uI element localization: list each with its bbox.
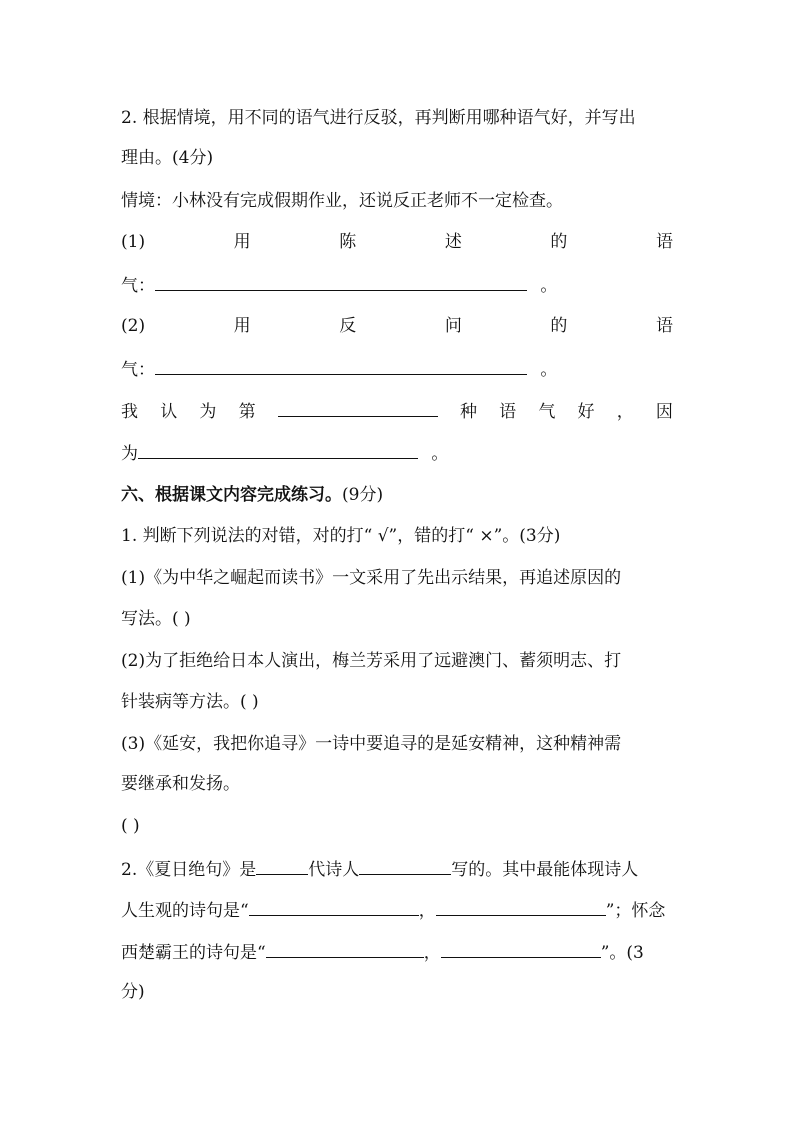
verse4-blank[interactable]: [441, 939, 601, 958]
token: 因: [655, 402, 673, 422]
s6-q2-line4: 分): [121, 982, 145, 1002]
token: (2): [121, 316, 146, 336]
poet-blank[interactable]: [359, 856, 451, 875]
section6-title: 六、根据课文内容完成练习。: [121, 485, 342, 505]
q2-judge-row: [121, 398, 673, 424]
q2-text-b: 代诗人: [308, 860, 360, 880]
token: 的: [550, 316, 568, 336]
q2-item1-row: [121, 230, 673, 254]
s6-statement3-answer[interactable]: ( ): [121, 816, 140, 836]
token: 语: [499, 402, 517, 422]
s6-statement3-line1: (3)《延安，我把你追寻》一诗中要追寻的是延安精神，这种精神需: [121, 734, 622, 754]
reason-blank[interactable]: [138, 440, 418, 459]
token: 问: [444, 316, 462, 336]
token: 用: [233, 316, 251, 336]
token: 的: [550, 232, 568, 252]
s6-statement1-line1: (1)《为中华之崛起而读书》一文采用了先出示结果，再追述原因的: [121, 568, 622, 588]
q2-situation: 情境：小林没有完成假期作业，还说反正老师不一定检查。: [121, 191, 563, 211]
q2-prompt-line2: 理由。(4分): [121, 148, 214, 168]
item1-tail: 气：: [121, 276, 155, 296]
token: 用: [233, 232, 251, 252]
verse2-blank[interactable]: [436, 897, 606, 916]
s6-q2-line3: [121, 939, 673, 965]
q2-text-h: ，: [423, 943, 441, 963]
period: 。: [540, 360, 558, 380]
because: 为: [121, 444, 138, 464]
item2-tail: 气：: [121, 360, 155, 380]
section6-score: (9分): [342, 485, 384, 505]
token: 认: [160, 402, 178, 422]
q2-item2-answer-row: [121, 356, 673, 382]
token: 语: [655, 232, 673, 252]
verse3-blank[interactable]: [266, 939, 424, 958]
q2-text-c: 写的。其中最能体现诗人: [451, 860, 639, 880]
token: 语: [655, 316, 673, 336]
s6-statement2-line1: (2)为了拒绝给日本人演出，梅兰芳采用了远避澳门、蓄须明志、打: [121, 651, 622, 671]
s6-statement2-line2[interactable]: 针装病等方法。( ): [121, 692, 259, 712]
period: 。: [540, 276, 558, 296]
token: (1): [121, 232, 146, 252]
token: 种: [459, 402, 477, 422]
q2-item2-row: [121, 314, 673, 338]
q2-text-f: ”；怀念: [605, 901, 666, 921]
token: ，: [616, 402, 634, 422]
dynasty-blank[interactable]: [256, 856, 308, 875]
item2-answer-blank[interactable]: [155, 356, 527, 375]
token: 反: [339, 316, 357, 336]
s6-statement1-line2[interactable]: 写法。( ): [121, 609, 191, 629]
s6-q2-line2: [121, 897, 673, 923]
q2-text-e: ，: [418, 901, 436, 921]
token: 陈: [339, 232, 357, 252]
q2-text-d: 人生观的诗句是“: [121, 901, 249, 921]
q2-text-g: 西楚霸王的诗句是“: [121, 943, 266, 963]
token: 述: [444, 232, 462, 252]
q2-item1-answer-row: [121, 272, 673, 298]
token: 我: [121, 402, 138, 422]
item1-answer-blank[interactable]: [155, 272, 527, 291]
s6-statement3-line2: 要继承和发扬。: [121, 774, 240, 794]
choice-blank[interactable]: [278, 398, 438, 417]
q2-text-i: ”。(3: [600, 943, 644, 963]
token: 气: [538, 402, 556, 422]
q2-text-a: 2.《夏日绝句》是: [121, 860, 257, 880]
q2-prompt-line1: 2. 根据情境，用不同的语气进行反驳，再判断用哪种语气好，并写出: [121, 108, 636, 128]
token: 为: [199, 402, 217, 422]
token: 第: [238, 402, 256, 422]
q2-reason-row: [121, 440, 673, 466]
section6-heading: [121, 483, 673, 507]
period: 。: [431, 444, 449, 464]
token: 好: [577, 402, 595, 422]
verse1-blank[interactable]: [249, 897, 419, 916]
s6-q2-line1: [121, 856, 673, 882]
s6-q1-intro: 1. 判断下列说法的对错，对的打“ √”，错的打“ ×”。(3分): [121, 526, 561, 546]
